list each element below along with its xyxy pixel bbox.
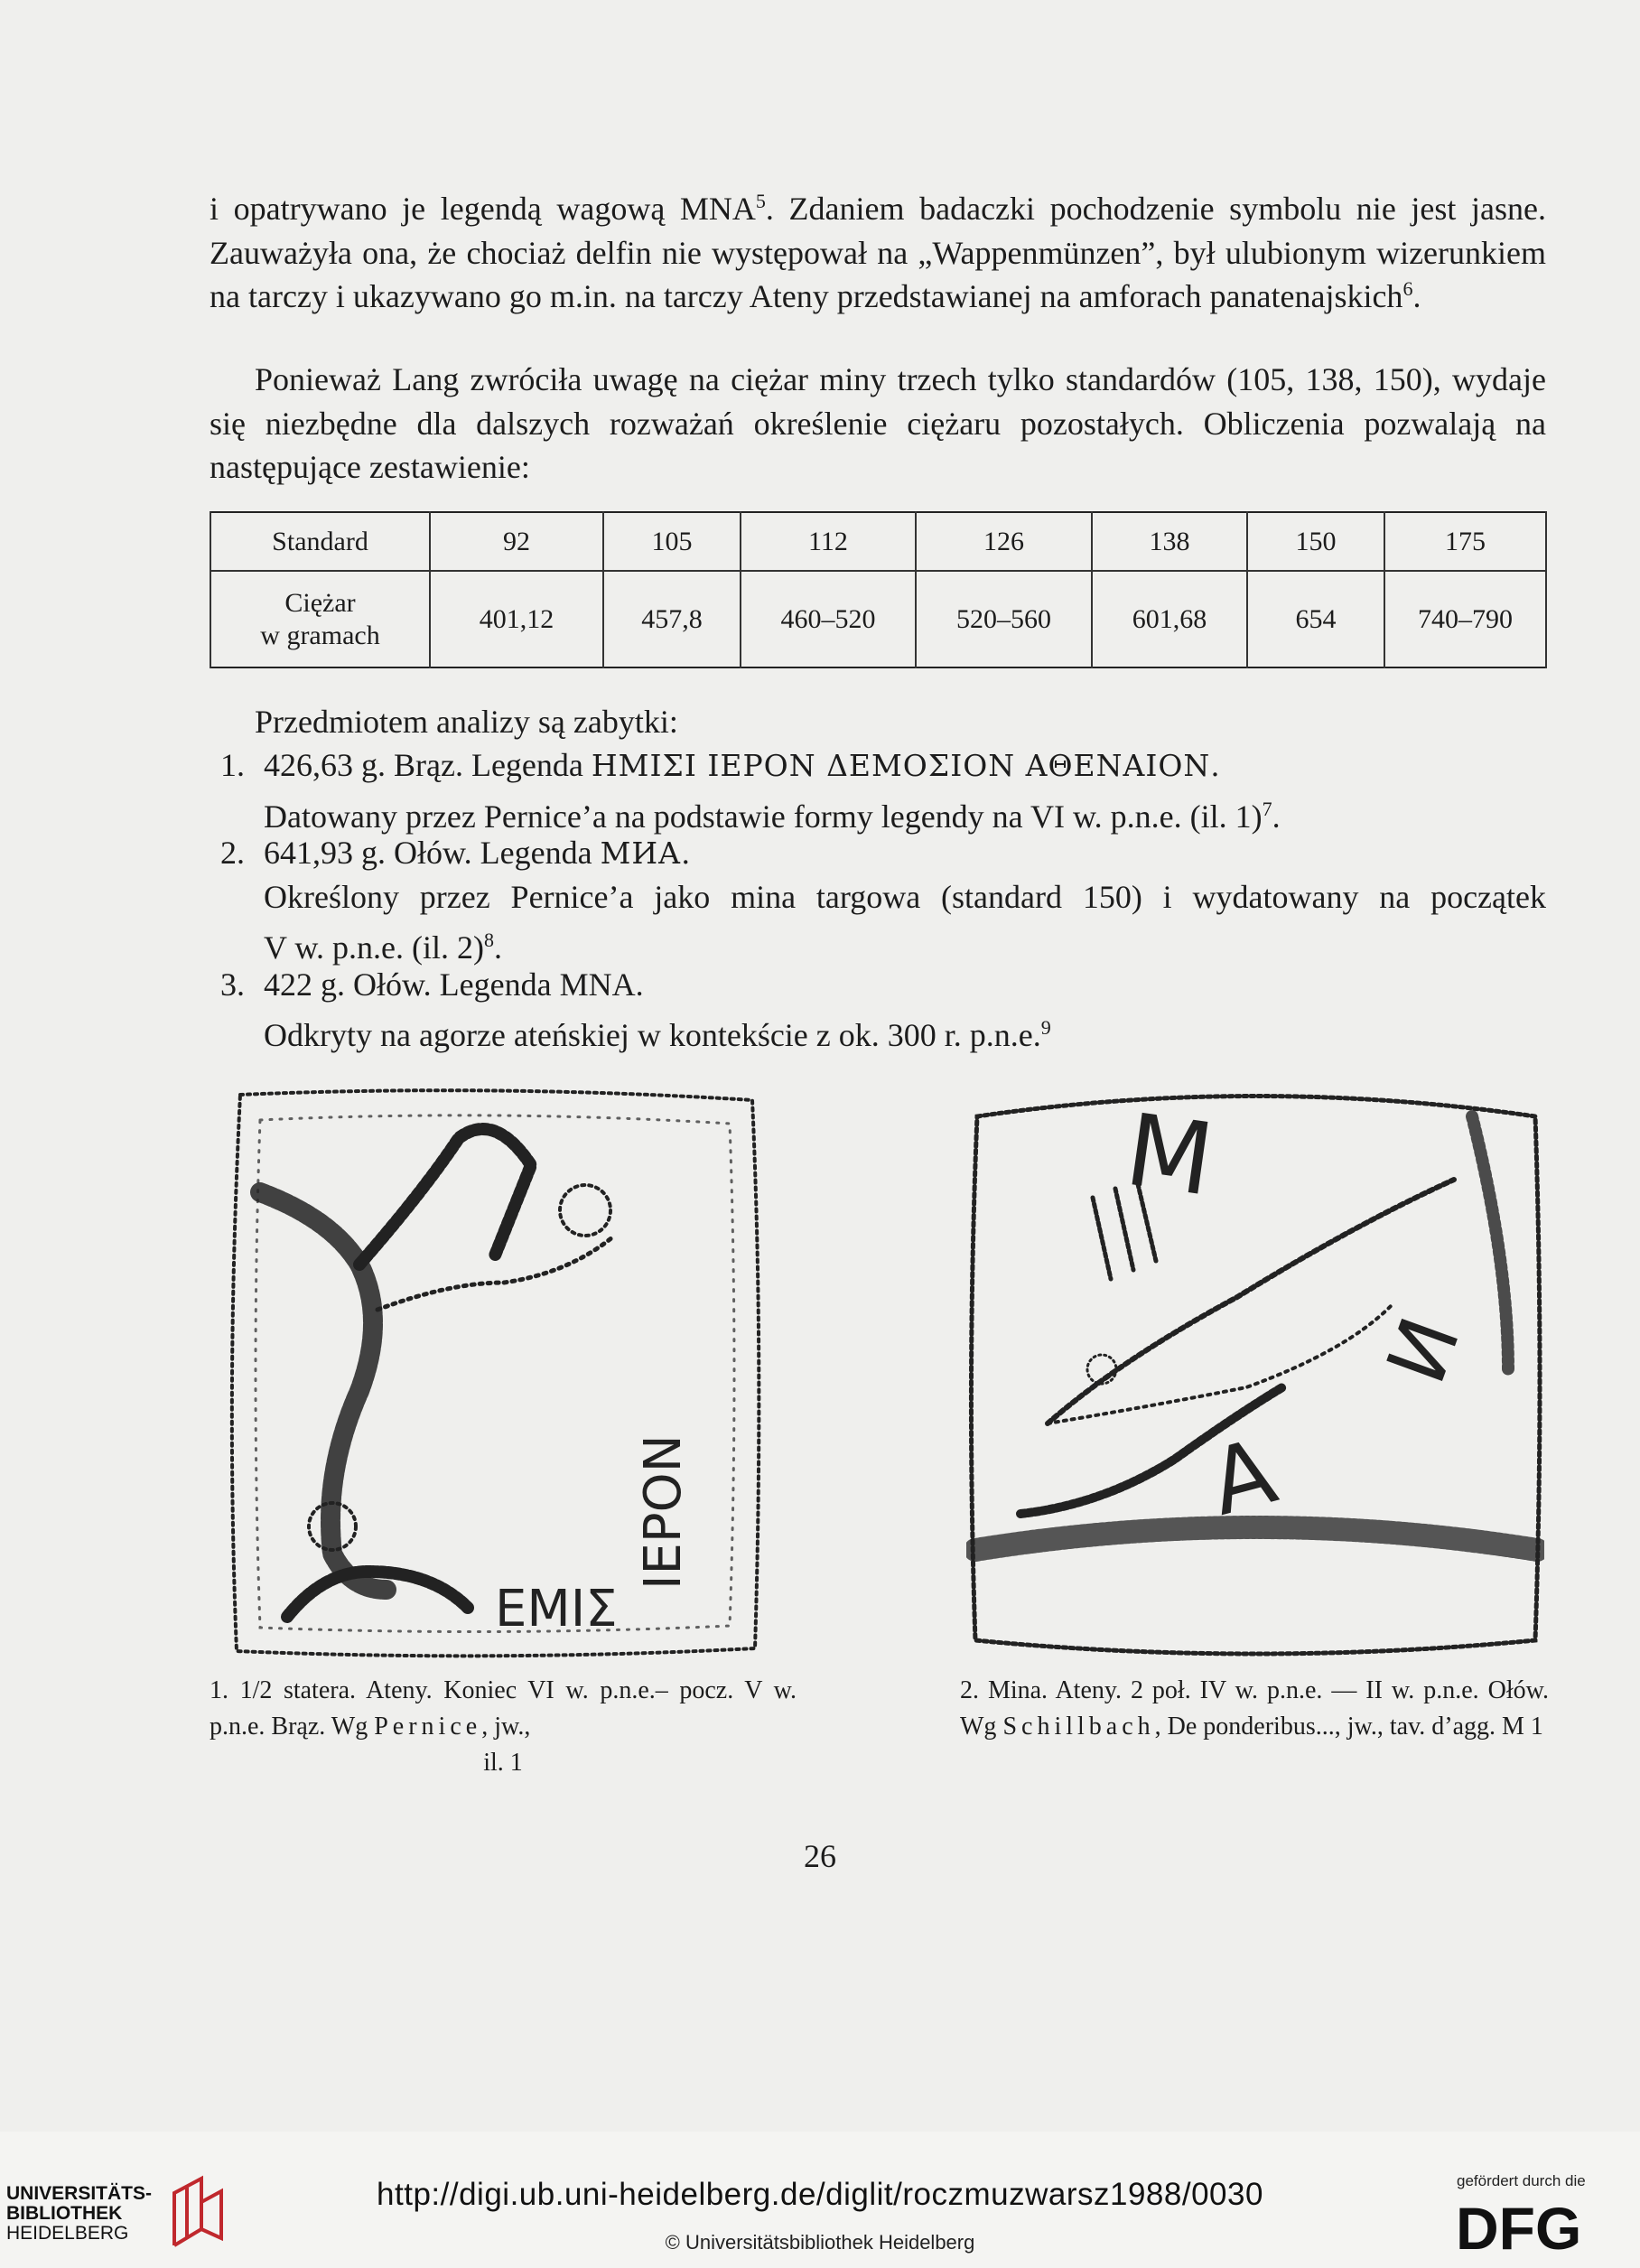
list-item-text: 426,63 g. Brąz. Legenda — [264, 747, 583, 783]
caption-text: 1. 1/2 statera. Ateny. Koniec VI w. p.n.e.– pocz. V w. p.n.e. Brąz. Wg — [210, 1676, 797, 1741]
copyright: © Universitätsbibliothek Heidelberg — [665, 2231, 975, 2254]
table-cell: 520–560 — [916, 571, 1092, 667]
paragraph-1-text: i opatrywano je legendą wagową MNA — [210, 191, 756, 227]
list-item-number: 1. — [220, 747, 245, 783]
figure-1-legend-emis: ΕΜΙΣ — [495, 1580, 618, 1638]
figure-1-legend-vertical: ΙΕΡΟΝ — [634, 1434, 693, 1590]
figure-2-letter-n: И — [1368, 1305, 1479, 1395]
greek-legend: ΜИΑ. — [600, 835, 692, 871]
dfg-label: gefördert durch die — [1457, 2172, 1586, 2189]
period: . — [1272, 798, 1281, 835]
table-cell: 401,12 — [430, 571, 603, 667]
page-number: 26 — [804, 1838, 836, 1874]
footer-bar — [0, 2132, 1640, 2268]
footnote-ref-5[interactable]: 5 — [755, 190, 766, 212]
list-item-text: 422 g. Ołów. Legenda MNA. — [264, 966, 644, 1003]
row-header-line-1: Ciężar — [284, 587, 356, 618]
table-cell: 112 — [741, 512, 916, 571]
list-item-number: 2. — [220, 835, 245, 871]
paragraph-1-text-cont: . Zdaniem badaczki pochodzenie symbolu nie jest jasne. Zauważyła ona, że chociaż delfin nie występował na „Wappenmünzen”, był ulubionym wizerunkiem na tarczy i ukazywano go m.in. na tarczy Ateny przedstawianej na amforach panatenajskich — [210, 191, 1546, 314]
table-cell: 460–520 — [741, 571, 916, 667]
figure-2-lettering: Μ — [1119, 1091, 1221, 1218]
caption-text-cont: , De ponderibus..., jw., tav. d’agg. M 1 — [1154, 1713, 1543, 1741]
figure-1-lettering — [495, 1580, 618, 1638]
table-cell: 457,8 — [603, 571, 741, 667]
table-cell: 126 — [916, 512, 1092, 571]
greek-legend: ΗΜΙΣΙ ΙΕΡΟΝ ΔΕΜΟΣΙΟΝ ΑΘΕΝΑΙΟΝ. — [591, 748, 1221, 783]
standards-table — [210, 511, 1547, 668]
figure-2-dolphin-mina — [966, 1080, 1544, 1663]
paragraph-2: Ponieważ Lang zwróciła uwagę na ciężar miny trzech tylko standardów (105, 138, 150), wydaje się niezbędne dla dalszych rozważań określenie ciężaru pozostałych. Obliczenia pozwalają na następujące zestawienie: — [210, 361, 1546, 485]
row-header-weight — [210, 571, 430, 667]
library-name-line-1: UNIVERSITÄTS- — [6, 2183, 153, 2204]
caption-author: Pernice — [374, 1713, 482, 1741]
permalink[interactable]: http://digi.ub.uni-heidelberg.de/diglit/roczmuzwarsz1988/0030 — [377, 2177, 1263, 2212]
caption-plate-ref: il. 1 — [483, 1749, 523, 1777]
caption-author: Schillbach — [1002, 1713, 1155, 1741]
list-item-detail-text: Odkryty na agorze ateńskiej w kontekście z ok. 300 r. p.n.e. — [264, 1017, 1041, 1053]
period: . — [493, 929, 502, 966]
list-item-detail: Określony przez Pernice’a jako mina targowa (standard 150) i wydatowany na początek — [264, 879, 1546, 915]
list-intro: Przedmiotem analizy są zabytki: — [255, 704, 678, 740]
dfg-logo-text: DFG — [1456, 2197, 1582, 2256]
caption-text-cont: , jw., — [481, 1713, 531, 1741]
table-cell: 601,68 — [1092, 571, 1247, 667]
table-cell: 138 — [1092, 512, 1247, 571]
table-cell: 92 — [430, 512, 603, 571]
figure-2-letter-a: Α — [1198, 1418, 1287, 1536]
list-item-detail-text: Datowany przez Pernice’a na podstawie formy legendy na VI w. p.n.e. (il. 1) — [264, 798, 1263, 835]
dfg-logo-icon[interactable] — [1454, 2197, 1617, 2256]
figure-1-caption — [210, 1673, 797, 1781]
table-cell: 105 — [603, 512, 741, 571]
table-cell: 740–790 — [1384, 571, 1546, 667]
row-header-standard: Standard — [210, 512, 430, 571]
table-cell: 150 — [1247, 512, 1384, 571]
library-name-line-2: BIBLIOTHEK — [6, 2203, 123, 2224]
row-header-line-2: w gramach — [260, 620, 380, 650]
list-item-number: 3. — [220, 966, 245, 1003]
list-item-text: 641,93 g. Ołów. Legenda — [264, 835, 592, 871]
paragraph-1 — [210, 187, 1546, 319]
figure-1-dolphin-weight — [224, 1084, 766, 1662]
list-item-detail-text: V w. p.n.e. (il. 2) — [264, 929, 484, 966]
list-item-detail — [264, 1006, 1051, 1058]
footnote-ref-9[interactable]: 9 — [1040, 1016, 1051, 1039]
footnote-ref-6[interactable]: 6 — [1402, 277, 1413, 300]
figure-2-caption — [960, 1673, 1549, 1745]
caption-text: 2. Mina. Ateny. 2 poł. IV w. p.n.e. — II w. p.n.e. Ołów. Wg — [960, 1676, 1549, 1741]
footnote-ref-8[interactable]: 8 — [483, 929, 494, 951]
table-cell: 654 — [1247, 571, 1384, 667]
period: . — [1412, 278, 1421, 314]
table-cell: 175 — [1384, 512, 1546, 571]
table-row-standard — [210, 512, 1546, 571]
table-row-weight — [210, 571, 1546, 667]
library-name-line-3: HEIDELBERG — [6, 2223, 129, 2244]
footnote-ref-7[interactable]: 7 — [1262, 798, 1272, 820]
